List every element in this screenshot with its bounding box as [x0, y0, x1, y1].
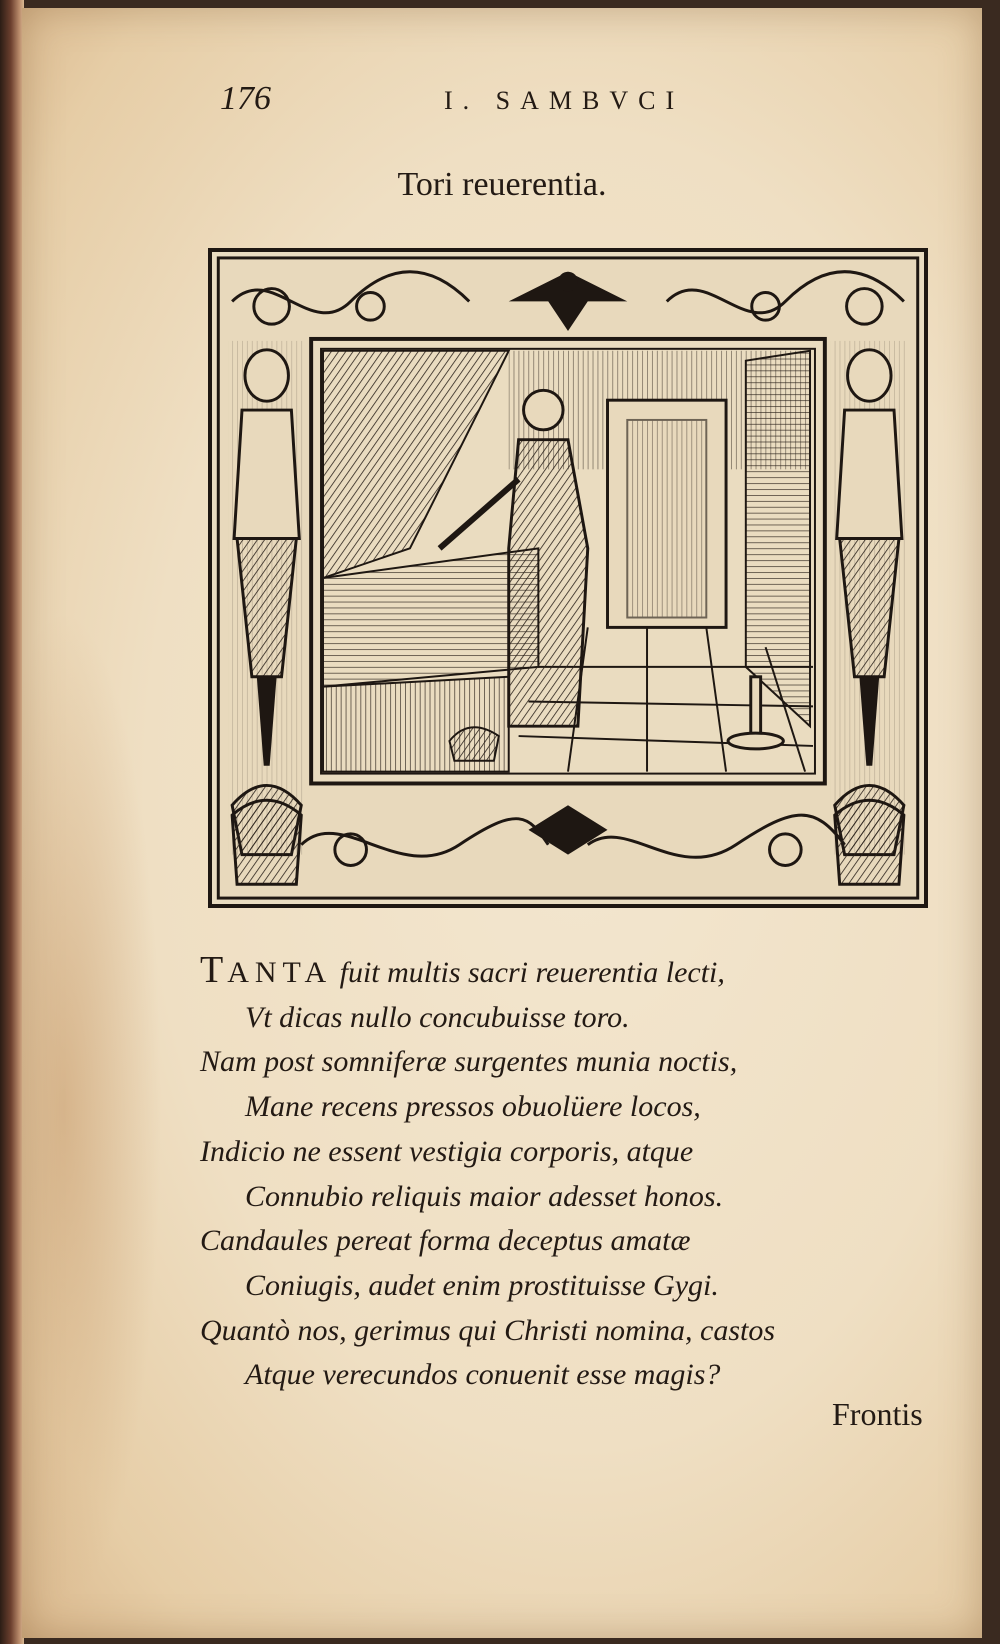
emblem-poem	[200, 948, 920, 1398]
running-head: I. SAMBVCI	[444, 86, 685, 115]
poem-line-text: fuit multis sacri reuerentia lecti,	[339, 956, 725, 989]
poem-line-1	[200, 948, 920, 996]
poem-line-3: Nam post somniferæ surgentes munia noctis,	[200, 1045, 738, 1079]
book-page	[22, 8, 982, 1638]
poem-line-7: Candaules pereat forma deceptus amatæ	[200, 1224, 691, 1258]
page-header	[22, 80, 982, 120]
poem-line-2: Vt dicas nullo concubuisse toro.	[245, 1000, 630, 1034]
page-number: 176	[220, 80, 271, 117]
poem-line-8: Coniugis, audet enim prostituisse Gygi.	[245, 1268, 719, 1302]
book-spine	[0, 0, 24, 1644]
poem-line-4: Mane recens pressos obuolüere locos,	[245, 1090, 701, 1124]
poem-line-10: Atque verecundos conuenit esse magis?	[245, 1358, 721, 1392]
poem-initial-word	[200, 949, 333, 991]
catchword: Frontis	[832, 1396, 923, 1432]
page-stain	[22, 608, 162, 1608]
woodcut-illustration	[208, 248, 928, 908]
poem-line-5: Indicio ne essent vestigia corporis, atque	[200, 1134, 694, 1168]
poem-line-6: Connubio reliquis maior adesset honos.	[245, 1179, 724, 1213]
drop-initial: T	[200, 949, 228, 991]
woodcut-art	[212, 252, 924, 904]
initial-word-rest: ANTA	[227, 956, 333, 989]
emblem-title: Tori reuerentia.	[397, 166, 607, 203]
poem-line-9: Quantò nos, gerimus qui Christi nomina, castos	[200, 1313, 776, 1347]
